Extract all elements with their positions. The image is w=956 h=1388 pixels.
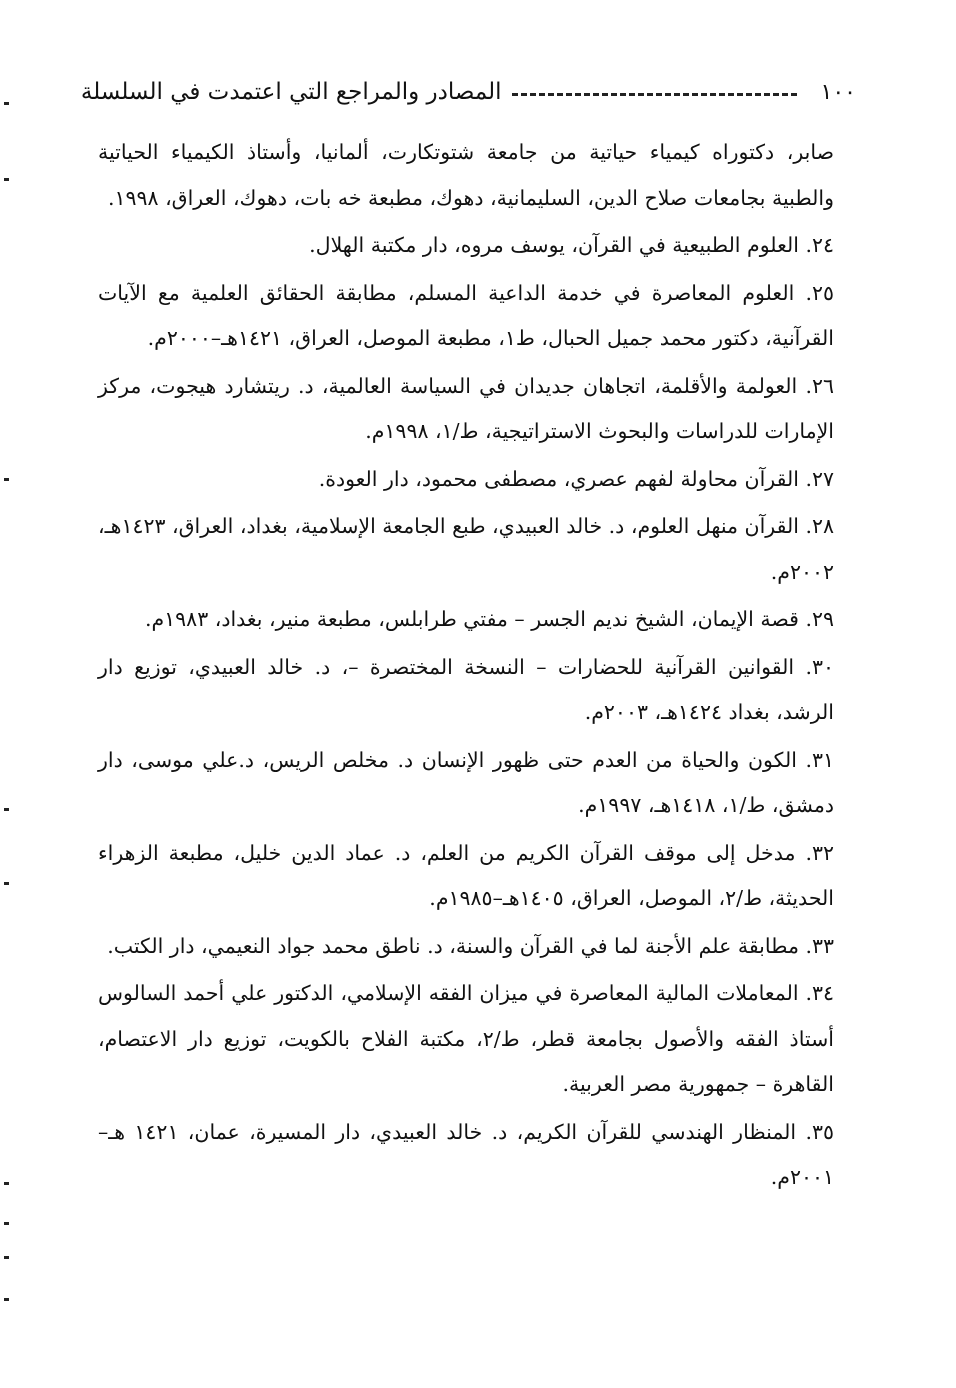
bibliography-entry-26: ٢٦. العولمة والأقلمة، اتجاهان جديدان في السياسة العالمية، د. ريتشارد هيجوت، مركز الإمارات للدراسات والبحوث الاستراتيجية، ط/١، ١٩٩٨م. — [98, 373, 834, 443]
bibliography-entry-27: ٢٧. القرآن محاولة لفهم عصري، مصطفى محمود، دار العودة. — [318, 466, 834, 491]
bibliography-entry-24: ٢٤. العلوم الطبيعية في القرآن، يوسف مروه، دار مكتبة الهلال. — [309, 233, 834, 257]
bibliography-entry-33: ٣٣. مطابقة علم الأجنة لما في القرآن والسنة، د. ناطق محمد جواد النعيمي، دار الكتب. — [107, 933, 834, 958]
bibliography-entry-35: ٣٥. المنظار الهندسي للقرآن الكريم، د. خالد العبيدي، دار المسيرة، عمان، ١٤٢١ هـ– ٢٠٠١م. — [98, 1119, 834, 1189]
continued-entry-text: صابر، دكتوراه كيمياء حياتية من جامعة شتوتكارت، ألمانيا، وأستاذ الكيمياء الحياتية والطبية بجامعات صلاح الدين، السليمانية، دهوك، مطبعة خه بات، دهوك، العراق، ١٩٩٨. — [98, 140, 834, 210]
scan-margin-mark — [4, 1256, 9, 1259]
bibliography-entry-32: ٣٢. مدخل إلى موقف القرآن الكريم من العلم، د. عماد الدين خليل، مطبعة الزهراء الحديثة، ط/٢، الموصل، العراق، ١٤٠٥هـ–١٩٨٥م. — [98, 840, 834, 910]
scan-margin-mark — [4, 808, 9, 811]
scan-margin-mark — [4, 478, 9, 481]
bibliography-entry-30: ٣٠. القوانين القرآنية للحضارات – النسخة المختصرة –، د. خالد العبيدي، توزيع دار الرشد، بغداد ١٤٢٤هـ، ٢٠٠٣م. — [98, 654, 834, 724]
scan-margin-mark — [4, 102, 9, 105]
scan-margin-mark — [4, 882, 9, 885]
page-number: ١٠٠ — [820, 79, 856, 105]
bibliography-entry-25: ٢٥. العلوم المعاصرة في خدمة الداعية المسلم، مطابقة الحقائق العلمية مع الآيات القرآنية، دكتور محمد جميل الحبال، ط١، مطبعة الموصل، العراق، ١٤٢١هـ–٢٠٠٠م. — [98, 280, 834, 350]
bibliography-body — [98, 130, 834, 1201]
header-dashed-rule — [512, 93, 797, 96]
bibliography-entry-31: ٣١. الكون والحياة من العدم حتى ظهور الإنسان د. مخلص الريس، د.علي موسى، دار دمشق، ط/١، ١٤١٨هـ، ١٩٩٧م. — [98, 747, 834, 817]
scan-margin-mark — [4, 178, 9, 181]
scan-margin-mark — [4, 1182, 9, 1185]
scan-margin-mark — [4, 1298, 9, 1301]
bibliography-entry-34: ٣٤. المعاملات المالية المعاصرة في ميزان الفقه الإسلامي، الدكتور علي أحمد السالوس أستاذ الفقه والأصول بجامعة قطر، ط/٢، مكتبة الفلاح بالكويت، توزيع دار الاعتصام، القاهرة – جمهورية مصر العربية. — [98, 981, 834, 1096]
scan-margin-mark — [4, 1222, 9, 1225]
running-title: المصادر والمراجع التي اعتمدت في السلسلة — [80, 79, 502, 105]
bibliography-entry-29: ٢٩. قصة الإيمان، الشيخ نديم الجسر – مفتي طرابلس، مطبعة منير، بغداد، ١٩٨٣م. — [144, 607, 834, 631]
page-header — [80, 72, 856, 112]
bibliography-entry-28: ٢٨. القرآن منهل العلوم، د. خالد العبيدي، طبع الجامعة الإسلامية، بغداد، العراق، ١٤٢٣هـ، ٢٠٠٢م. — [98, 514, 834, 584]
